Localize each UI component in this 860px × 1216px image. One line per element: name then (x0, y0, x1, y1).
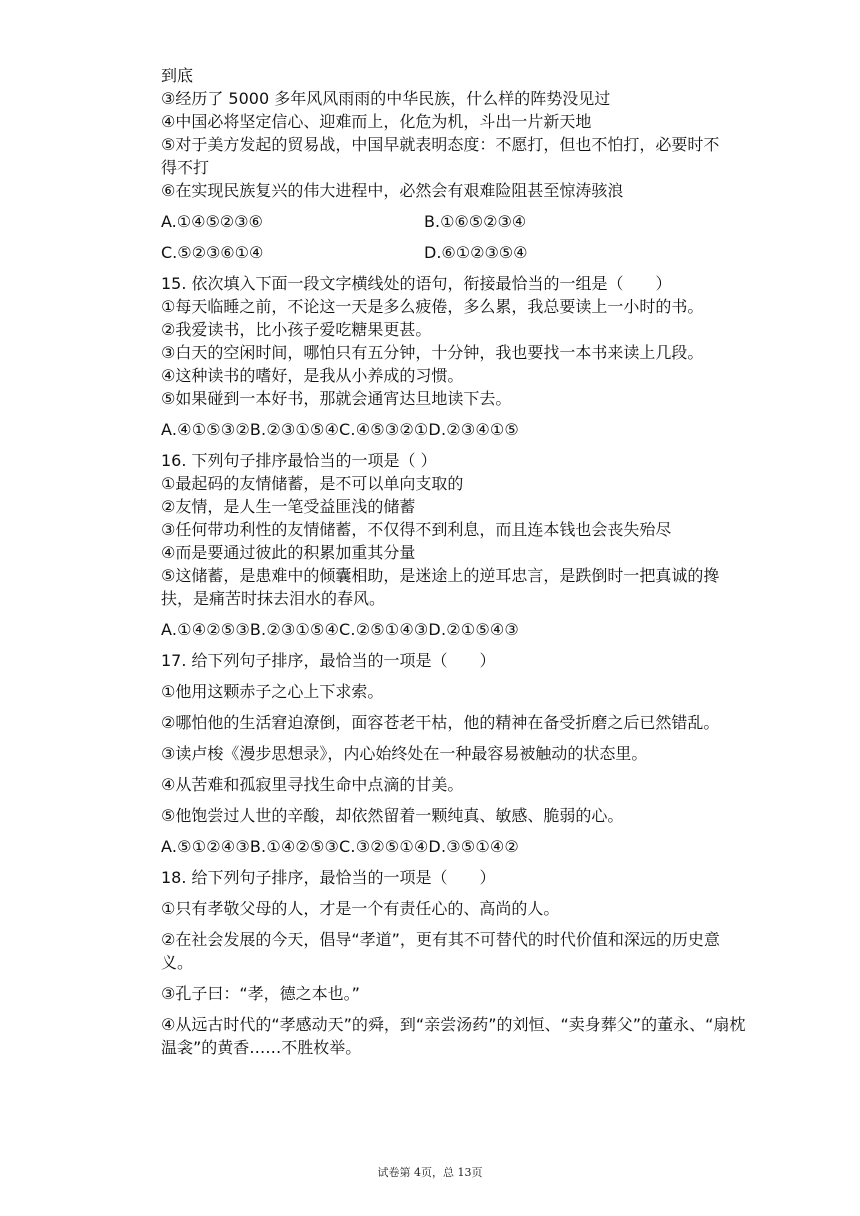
question-18 (161, 866, 761, 1059)
q14-options-row-1 (161, 210, 761, 233)
q14-sentence-4: ④中国必将坚定信心、迎难而上，化危为机，斗出一片新天地 (161, 112, 592, 131)
q18-sentence-3: ③孔子曰：“孝，德之本也。” (161, 984, 360, 1003)
question-16 (161, 449, 761, 641)
q14-option-a[interactable]: A.①④⑤②③⑥ (161, 212, 263, 231)
q16-options[interactable]: A.①④②⑤③B.②③①⑤④C.②⑤①④③D.②①⑤④③ (161, 620, 519, 639)
q17-sentence-2: ②哪怕他的生活窘迫潦倒，面容苍老干枯，他的精神在备受折磨之后已然错乱。 (161, 713, 720, 732)
q18-title: 18. 给下列句子排序，最恰当的一项是（ ） (161, 868, 496, 887)
q16-sentence-3: ③任何带功利性的友情储蓄，不仅得不到利息，而且连本钱也会丧失殆尽 (161, 520, 672, 539)
q17-sentence-3: ③读卢梭《漫步思想录》，内心始终处在一种最容易被触动的状态里。 (161, 744, 648, 763)
q16-sentence-2: ②友情，是人生一笔受益匪浅的储蓄 (161, 497, 416, 516)
q17-sentence-1: ①他用这颗赤子之心上下求索。 (161, 682, 384, 701)
q15-sentence-1: ①每天临睡之前，不论这一天是多么疲倦，多么累，我总要读上一小时的书。 (161, 297, 704, 316)
q17-options[interactable]: A.⑤①②④③B.①④②⑤③C.③②⑤①④D.③⑤①④② (161, 837, 519, 856)
q16-title: 16. 下列句子排序最恰当的一项是（ ） (161, 451, 437, 470)
q15-sentence-4: ④这种读书的嗜好，是我从小养成的习惯。 (161, 366, 464, 385)
q15-sentence-5: ⑤如果碰到一本好书，那就会通宵达旦地读下去。 (161, 389, 512, 408)
q14-option-d[interactable]: D.⑥①②③⑤④ (424, 243, 528, 262)
q18-sentence-1: ①只有孝敬父母的人，才是一个有责任心的、高尚的人。 (161, 899, 560, 918)
q15-options[interactable]: A.④①⑤③②B.②③①⑤④C.④⑤③②①D.②③④①⑤ (161, 420, 519, 439)
q14-options-row-2 (161, 241, 761, 264)
q18-sentence-4: ④从远古时代的“孝感动天”的舜，到“亲尝汤药”的刘恒、“卖身葬父”的董永、“扇枕温衾”的黄香……不胜枚举。 (161, 1015, 746, 1057)
q16-sentence-4: ④而是要通过彼此的积累加重其分量 (161, 543, 416, 562)
q14-option-c[interactable]: C.⑤②③⑥①④ (161, 243, 264, 262)
q14-continuation: 到底 (161, 66, 194, 85)
question-17 (161, 649, 761, 858)
q14-sentence-6: ⑥在实现民族复兴的伟大进程中，必然会有艰难险阻甚至惊涛骇浪 (161, 181, 624, 200)
q15-title: 15. 依次填入下面一段文字横线处的语句，衔接最恰当的一组是（ ） (161, 274, 672, 293)
q17-sentence-4: ④从苦难和孤寂里寻找生命中点滴的甘美。 (161, 775, 464, 794)
q16-sentence-1: ①最起码的友情储蓄，是不可以单向支取的 (161, 474, 464, 493)
q15-sentence-2: ②我爱读书，比小孩子爱吃糖果更甚。 (161, 320, 432, 339)
q16-sentence-5: ⑤这储蓄，是患难中的倾囊相助，是迷途上的逆耳忠言，是跌倒时一把真诚的搀扶，是痛苦时抹去泪水的春风。 (161, 566, 720, 608)
page-footer: 试卷第 4页，总 13页 (377, 1166, 483, 1179)
q14-sentence-5: ⑤对于美方发起的贸易战，中国早就表明态度：不愿打，但也不怕打，必要时不得不打 (161, 135, 720, 177)
q17-sentence-5: ⑤他饱尝过人世的辛酸，却依然留着一颗纯真、敏感、脆弱的心。 (161, 806, 624, 825)
question-15 (161, 272, 761, 441)
q17-title: 17. 给下列句子排序，最恰当的一项是（ ） (161, 651, 496, 670)
q18-sentence-2: ②在社会发展的今天，倡导“孝道”，更有其不可替代的时代价值和深远的历史意义。 (161, 930, 720, 972)
q15-sentence-3: ③白天的空闲时间，哪怕只有五分钟，十分钟，我也要找一本书来读上几段。 (161, 343, 704, 362)
question-14 (161, 64, 761, 264)
page-content (161, 64, 761, 1059)
q14-sentence-3: ③经历了 5000 多年风风雨雨的中华民族，什么样的阵势没见过 (161, 89, 611, 108)
q14-option-b[interactable]: B.①⑥⑤②③④ (424, 212, 527, 231)
